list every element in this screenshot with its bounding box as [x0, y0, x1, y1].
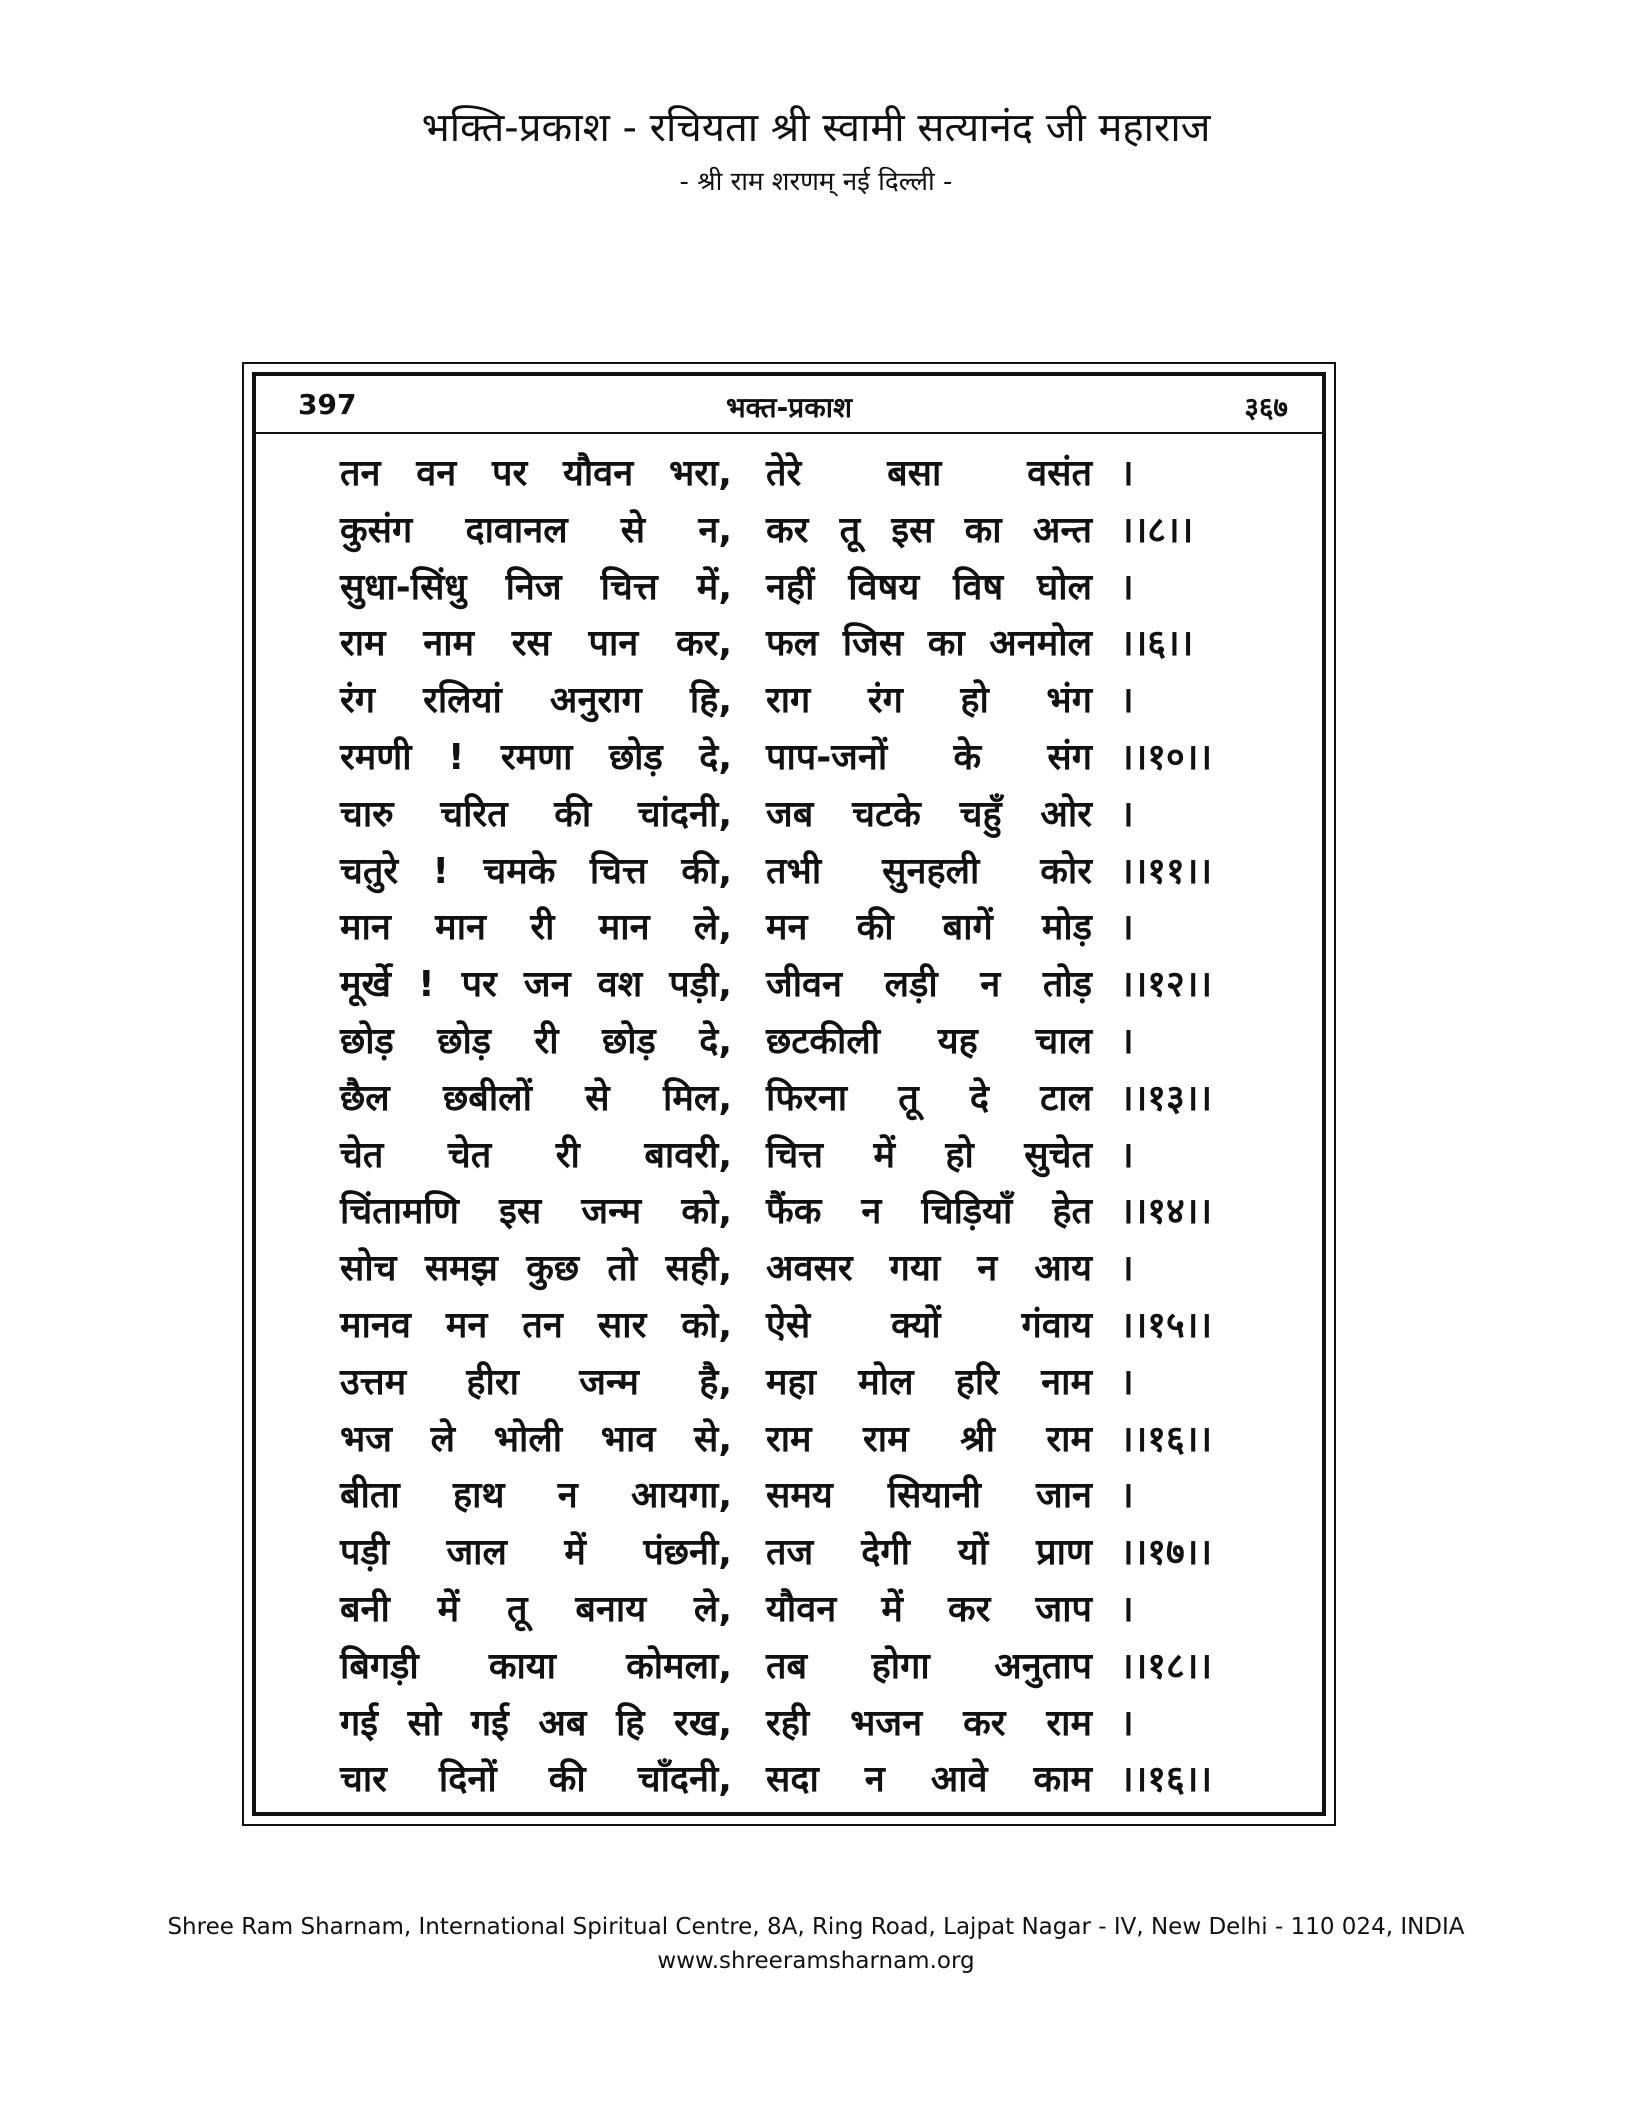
verse-first-half: चेत चेत री बावरी, — [340, 1134, 732, 1176]
verse-line — [256, 730, 1322, 787]
verse-marker: । — [1120, 1475, 1134, 1517]
verse-line — [256, 900, 1322, 957]
verse-line — [256, 844, 1322, 901]
header-title: भक्ति-प्रकाश - रचियता श्री स्वामी सत्यानंद जी महाराज — [421, 105, 1211, 151]
verse-first-half: मानव मन तन सार को, — [340, 1304, 732, 1346]
verse-second-half: फिरना तू दे टाल — [766, 1077, 1092, 1119]
verse-second-half: चित्त में हो सुचेत — [766, 1134, 1092, 1176]
verse-line — [256, 673, 1322, 730]
verse-first-half: छैल छबीलों से मिल, — [340, 1077, 732, 1119]
verse-marker: ।।६।। — [1120, 623, 1194, 665]
verse-second-half: जब चटके चहुँ ओर — [766, 793, 1092, 835]
header-subtitle: - श्री राम शरणम् नई दिल्ली - — [679, 167, 953, 197]
document-footer — [0, 1910, 1632, 1978]
page-frame-inner — [252, 372, 1326, 1816]
verse-first-half: चारु चरित की चांदनी, — [340, 793, 732, 835]
verse-first-half: बीता हाथ न आयगा, — [340, 1475, 732, 1517]
verse-second-half: नहीं विषय विष घोल — [766, 566, 1092, 608]
verse-marker: ।।१३।। — [1120, 1077, 1213, 1119]
verse-marker: । — [1120, 1588, 1134, 1630]
verse-second-half: ऐसे क्यों गंवाय — [766, 1304, 1092, 1346]
verse-marker: । — [1120, 566, 1134, 608]
verse-first-half: कुसंग दावानल से न, — [340, 509, 732, 551]
verse-marker: ।।१५।। — [1120, 1304, 1213, 1346]
verse-line — [256, 560, 1322, 617]
verse-first-half: बिगड़ी काया कोमला, — [340, 1645, 732, 1687]
verse-marker: । — [1120, 793, 1134, 835]
verse-marker: ।।१८।। — [1120, 1645, 1213, 1687]
verse-marker: ।।१७।। — [1120, 1532, 1213, 1574]
verse-line — [256, 1128, 1322, 1185]
verse-second-half: पाप-जनों के संग — [766, 736, 1092, 778]
verse-first-half: तन वन पर यौवन भरा, — [340, 453, 732, 494]
verse-marker: । — [1120, 453, 1134, 494]
verse-line — [256, 1582, 1322, 1639]
verse-second-half: समय सियानी जान — [766, 1475, 1092, 1517]
verse-line — [256, 1525, 1322, 1582]
verse-line — [256, 1241, 1322, 1298]
verse-marker: ।।१६।। — [1120, 1759, 1213, 1801]
verse-first-half: सोच समझ कुछ तो सही, — [340, 1248, 732, 1290]
verse-first-half: मान मान री मान ले, — [340, 907, 732, 949]
running-title: भक्त-प्रकाश — [725, 391, 852, 424]
verse-marker: ।।१६।। — [1120, 1418, 1213, 1460]
verse-marker: । — [1120, 1248, 1134, 1290]
verse-marker: ।।१०।। — [1120, 736, 1213, 778]
verse-second-half: राग रंग हो भंग — [766, 680, 1092, 722]
verse-marker: । — [1120, 1361, 1134, 1403]
verse-line — [256, 1298, 1322, 1355]
verse-marker: । — [1120, 1134, 1134, 1176]
verse-second-half: तेरे बसा वसंत — [766, 453, 1092, 494]
verse-line — [256, 1696, 1322, 1753]
footer-website: www.shreeramsharnam.org — [657, 1948, 975, 1974]
verse-first-half: सुधा-सिंधु निज चित्त में, — [340, 566, 732, 608]
verse-line — [256, 1071, 1322, 1128]
verse-list — [256, 446, 1322, 1809]
page-number: 397 — [298, 388, 357, 421]
verse-marker: ।।१४।। — [1120, 1191, 1213, 1233]
verse-first-half: गई सो गई अब हि रख, — [340, 1702, 732, 1744]
verse-first-half: रमणी ! रमणा छोड़ दे, — [340, 736, 732, 778]
verse-first-half: बनी में तू बनाय ले, — [340, 1588, 732, 1630]
verse-marker: ।।१२।। — [1120, 964, 1213, 1006]
verse-line — [256, 957, 1322, 1014]
verse-line — [256, 787, 1322, 844]
verse-second-half: फैंक न चिड़ियाँ हेत — [766, 1191, 1092, 1233]
devanagari-page-number: ३६७ — [1244, 391, 1288, 424]
verse-second-half: तब होगा अनुताप — [766, 1645, 1092, 1687]
verse-second-half: राम राम श्री राम — [766, 1418, 1092, 1460]
verse-marker: । — [1120, 1702, 1134, 1744]
verse-second-half: महा मोल हरि नाम — [766, 1361, 1092, 1403]
verse-line — [256, 616, 1322, 673]
verse-second-half: मन की बागें मोड़ — [766, 907, 1092, 949]
running-header — [256, 376, 1322, 434]
verse-line — [256, 1468, 1322, 1525]
verse-line — [256, 1184, 1322, 1241]
footer-address: Shree Ram Sharnam, International Spiritual Centre, 8A, Ring Road, Lajpat Nagar - IV, New Delhi - 110 024, INDIA — [167, 1914, 1465, 1940]
verse-first-half: चार दिनों की चाँदनी, — [340, 1759, 732, 1801]
verse-second-half: फल जिस का अनमोल — [766, 623, 1092, 665]
verse-second-half: सदा न आवे काम — [766, 1759, 1092, 1801]
page-frame — [242, 362, 1336, 1826]
verse-second-half: रही भजन कर राम — [766, 1702, 1092, 1744]
verse-first-half: रंग रलियां अनुराग हि, — [340, 680, 732, 722]
verse-line — [256, 446, 1322, 503]
verse-first-half: मूर्खे ! पर जन वश पड़ी, — [340, 964, 732, 1006]
verse-marker: ।।११।। — [1120, 850, 1213, 892]
verse-line — [256, 1014, 1322, 1071]
verse-first-half: चतुरे ! चमके चित्त की, — [340, 850, 732, 892]
verse-second-half: तज देगी यों प्राण — [766, 1532, 1092, 1574]
verse-line — [256, 1639, 1322, 1696]
verse-second-half: कर तू इस का अन्त — [766, 509, 1092, 551]
verse-first-half: भज ले भोली भाव से, — [340, 1418, 732, 1460]
document-header — [0, 100, 1632, 204]
verse-second-half: जीवन लड़ी न तोड़ — [766, 964, 1092, 1006]
verse-second-half: तभी सुनहली कोर — [766, 850, 1092, 892]
verse-second-half: अवसर गया न आय — [766, 1248, 1092, 1290]
verse-line — [256, 1412, 1322, 1469]
verse-marker: ।।८।। — [1120, 509, 1194, 551]
verse-second-half: छटकीली यह चाल — [766, 1020, 1092, 1062]
verse-first-half: पड़ी जाल में पंछनी, — [340, 1532, 732, 1574]
verse-marker: । — [1120, 907, 1134, 949]
verse-first-half: चिंतामणि इस जन्म को, — [340, 1191, 732, 1233]
verse-first-half: राम नाम रस पान कर, — [340, 623, 732, 665]
verse-line — [256, 1355, 1322, 1412]
verse-line — [256, 503, 1322, 560]
verse-first-half: उत्तम हीरा जन्म है, — [340, 1361, 732, 1403]
verse-line — [256, 1752, 1322, 1809]
verse-first-half: छोड़ छोड़ री छोड़ दे, — [340, 1020, 732, 1062]
verse-marker: । — [1120, 680, 1134, 722]
verse-marker: । — [1120, 1020, 1134, 1062]
verse-second-half: यौवन में कर जाप — [766, 1588, 1092, 1630]
